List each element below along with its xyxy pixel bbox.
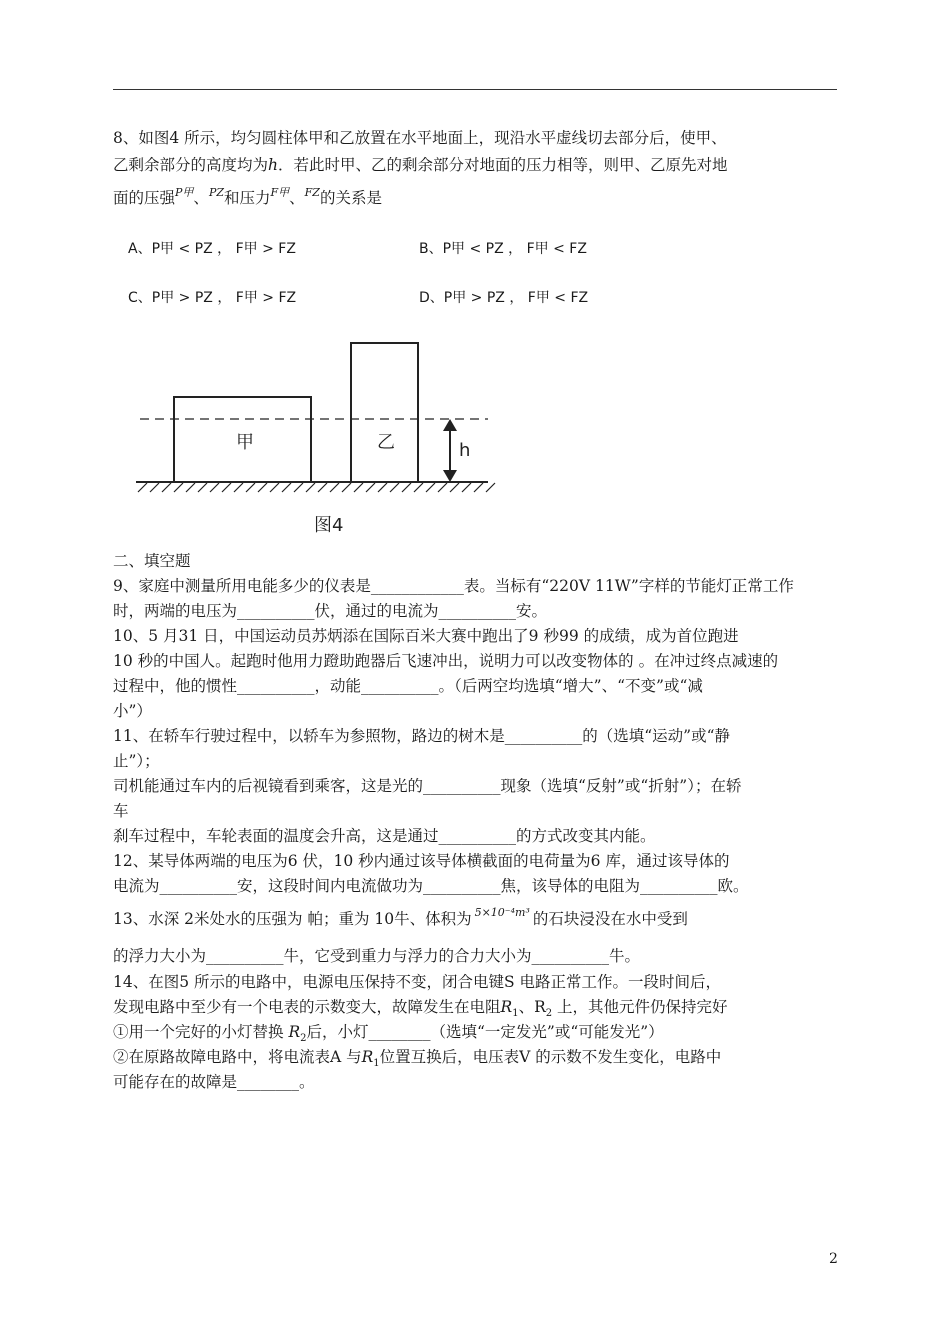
p-jia: P甲 (175, 186, 194, 199)
hatch-stroke (138, 483, 147, 492)
hatch-stroke (294, 483, 303, 492)
hatch-stroke (162, 483, 171, 492)
label-jia: 甲 (236, 432, 254, 453)
hatch-stroke (198, 483, 207, 492)
q9-line-1: 9、家庭中测量所用电能多少的仪表是____________表。当标有“220V 11W”字样的节能灯正常工作 (113, 577, 794, 595)
hatch-stroke (234, 483, 243, 492)
hatch-stroke (390, 483, 399, 492)
hatch-stroke (306, 483, 315, 492)
label-h: h (459, 440, 471, 461)
option-c: C、P甲 > PZ ， F甲 > FZ (128, 290, 297, 306)
option-a: A、P甲 < PZ ， F甲 > FZ (128, 241, 296, 257)
q12-line-1: 12、某导体两端的电压为6 伏，10 秒内通过该导体横截面的电荷量为6 库，通过该导体的 (113, 852, 730, 870)
hatch-stroke (342, 483, 351, 492)
hatch-stroke (414, 483, 423, 492)
hatch-stroke (366, 483, 375, 492)
page-number: 2 (829, 1251, 838, 1267)
hatch-stroke (378, 483, 387, 492)
hatch-stroke (450, 483, 459, 492)
hatch-stroke (222, 483, 231, 492)
q11-line-4: 车 (113, 802, 129, 820)
hatch-stroke (438, 483, 447, 492)
f-yi: FZ (304, 186, 320, 199)
p-yi: PZ (208, 186, 224, 199)
q10-line-2: 10 秒的中国人。起跑时他用力蹬助跑器后飞速冲出，说明力可以改变物体的 。在冲过终点减速的 (113, 652, 779, 670)
hatch-stroke (210, 483, 219, 492)
label-yi: 乙 (377, 432, 395, 453)
q10-line-4: 小”） (113, 702, 152, 720)
q8-line-1: 8、如图4 所示，均匀圆柱体甲和乙放置在水平地面上，现沿水平虚线切去部分后，使甲、 (113, 129, 727, 147)
q11-line-1: 11、在轿车行驶过程中，以轿车为参照物，路边的树木是__________的（选填“运动”或“静 (113, 727, 730, 745)
volume-expression: 5×10⁻⁴m³ (474, 906, 530, 919)
cylinder-yi (351, 343, 418, 482)
q14-line-1: 14、在图5 所示的电路中，电源电压保持不变，闭合电键S 电路正常工作。一段时间后， (113, 973, 722, 991)
hatch-stroke (426, 483, 435, 492)
q11-line-3: 司机能通过车内的后视镜看到乘客，这是光的__________现象（选填“反射”或“折射”）；在轿 (113, 777, 742, 795)
hatch-stroke (174, 483, 183, 492)
q13-line-1: 13、水深 2米处水的压强为 帕；重为 10牛、体积为 $^{5\times 10^{-4}m^3}$ 的石块浸没在水中受到 (113, 906, 688, 928)
q13-line-2: 的浮力大小为__________牛，它受到重力与浮力的合力大小为__________牛。 (113, 947, 641, 965)
q14-line-3: ①用一个完好的小灯替换 $R_2$后，小灯________（选填“一定发光”或“可能发光”） (113, 1023, 664, 1045)
figure-caption: 图4 (314, 515, 344, 536)
q10-line-1: 10、5 月31 日，中国运动员苏炳添在国际百米大赛中跑出了9 秒99 的成绩，成为首位跑进 (113, 627, 739, 645)
option-b: B、P甲 < PZ ， F甲 < FZ (419, 241, 587, 257)
arrow-up-icon (443, 419, 457, 431)
q11-line-5: 刹车过程中，车轮表面的温度会升高，这是通过__________的方式改变其内能。 (113, 827, 656, 845)
header-rule (113, 89, 837, 90)
q14-line-5: 可能存在的故障是________。 (113, 1073, 315, 1091)
q8-line-3: 面的压强$^{P甲}$、$^{PZ}$和压力$^{F甲}$、$^{FZ}$的关系是 (113, 186, 382, 207)
q12-line-2: 电流为__________安，这段时间内电流做功为__________焦，该导体的电阻为__________欧。 (113, 877, 749, 895)
option-d: D、P甲 > PZ ， F甲 < FZ (419, 290, 589, 306)
hatch-stroke (354, 483, 363, 492)
q11-line-2: 止”）； (113, 752, 160, 770)
section-title: 二、填空题 (113, 552, 191, 570)
hatch-stroke (474, 483, 483, 492)
f-jia: F甲 (270, 186, 290, 199)
hatch-stroke (330, 483, 339, 492)
hatch-stroke (282, 483, 291, 492)
hatch-stroke (462, 483, 471, 492)
hatch-stroke (318, 483, 327, 492)
var-h: h (268, 156, 278, 174)
hatch-stroke (402, 483, 411, 492)
hatch-stroke (486, 483, 495, 492)
hatch-stroke (246, 483, 255, 492)
q9-line-2: 时，两端的电压为__________伏，通过的电流为__________安。 (113, 602, 548, 620)
q14-line-2: 发现电路中至少有一个电表的示数变大，故障发生在电阻$R_1$、$R_2$ 上，其他元件仍保持完好 (113, 998, 728, 1020)
q8-line-2: 乙剩余部分的高度均为h．若此时甲、乙的剩余部分对地面的压力相等，则甲、乙原先对地 (113, 156, 728, 174)
figure-4 (128, 335, 498, 540)
q14-line-4: ②在原路故障电路中，将电流表A 与$R_1$位置互换后，电压表V 的示数不发生变化，电路中 (113, 1048, 722, 1070)
hatch-stroke (270, 483, 279, 492)
arrow-down-icon (443, 470, 457, 482)
hatch-stroke (258, 483, 267, 492)
q10-line-3: 过程中，他的惯性__________，动能__________。（后两空均选填“增大”、“不变”或“减 (113, 677, 703, 695)
hatch-stroke (150, 483, 159, 492)
hatch-stroke (186, 483, 195, 492)
ground-hatching (138, 483, 495, 492)
